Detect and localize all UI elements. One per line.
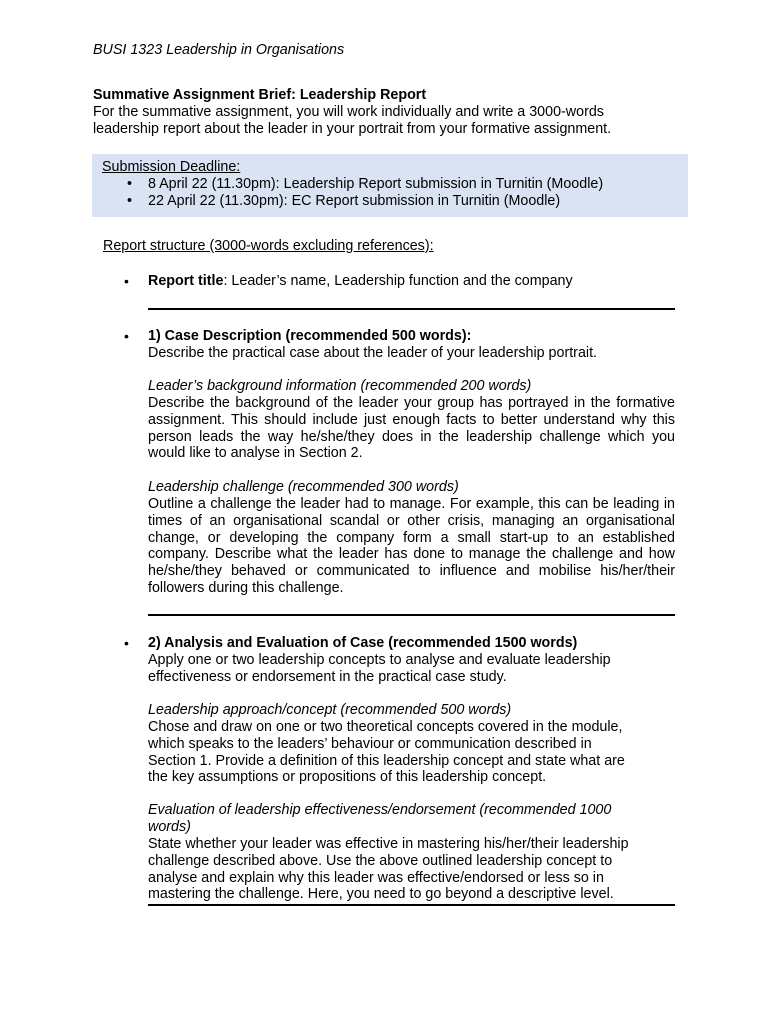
divider: [148, 904, 675, 906]
deadline-item: 22 April 22 (11.30pm): EC Report submission in Turnitin (Moodle): [148, 193, 561, 209]
course-title: BUSI 1323 Leadership in Organisations: [93, 42, 345, 58]
section2-heading-text: 2) Analysis and Evaluation of Case (recommended 1500 words): [148, 635, 578, 651]
section2-sub1-body: [148, 719, 675, 786]
section1-sub1-body: Describe the background of the leader your group has portrayed in the formative assignment. This should include just enough facts to better understand why this person leads the way he/she/they does in the leadership challenge which you would like to analyse in Section 2.: [148, 395, 675, 462]
section2-sub1-line: the key assumptions or propositions of this leadership concept.: [148, 769, 547, 786]
section2-sub2-body: [148, 836, 675, 903]
section1-heading-text: 1) Case Description (recommended 500 words):: [148, 328, 472, 344]
section1-heading: [148, 328, 675, 345]
section2-sub2-line: mastering the challenge. Here, you need to go beyond a descriptive level.: [148, 886, 614, 903]
section2-sub1-line: Chose and draw on one or two theoretical concepts covered in the module,: [148, 719, 623, 735]
section2-sub2-line: challenge described above. Use the above outlined leadership concept to: [148, 852, 613, 869]
section2-sub2-line: State whether your leader was effective in mastering his/her/their leadership: [148, 836, 629, 852]
section2-intro: [148, 652, 675, 686]
divider: [148, 308, 675, 310]
section2-intro-line: Apply one or two leadership concepts to analyse and evaluate leadership: [148, 652, 611, 668]
section1-sub1-title-text: Leader’s background information (recommended 200 words): [148, 378, 532, 394]
section2-heading: [148, 635, 675, 652]
deadline-title: Submission Deadline:: [102, 159, 241, 175]
deadline-item: 8 April 22 (11.30pm): Leadership Report submission in Turnitin (Moodle): [148, 176, 604, 192]
bullet-icon: •: [124, 635, 129, 651]
section2-sub1-title-text: Leadership approach/concept (recommended 500 words): [148, 702, 512, 718]
section1-sub2-body: Outline a challenge the leader had to manage. For example, this can be leading in times of an organisational scandal or other crisis, managing an organisational change, or developing the company form a small start-up to an established company. Describe what the leader has done to manage the challenge and how he/she/they behaved or communicated to influence and mobilise his/her/their followers during this challenge.: [148, 496, 675, 596]
section2-sub1-line: which speaks to the leaders’ behaviour or communication described in: [148, 735, 592, 752]
divider: [148, 614, 675, 616]
report-title-text: : Leader’s name, Leadership function and the company: [223, 273, 573, 289]
structure-heading: Report structure (3000-words excluding references):: [103, 238, 434, 254]
section2-sub2-title-line: words): [148, 818, 191, 835]
section2-intro-line: effectiveness or endorsement in the practical case study.: [148, 668, 507, 685]
section1-sub1-title: [148, 378, 675, 395]
brief-title: Summative Assignment Brief: Leadership Report: [93, 87, 427, 103]
bullet-icon: •: [124, 328, 129, 344]
deadline-box: [92, 154, 688, 217]
brief-intro-line: For the summative assignment, you will work individually and write a 3000-words: [93, 104, 604, 120]
section2-sub2-title: [148, 802, 675, 836]
section2-sub1-line: Section 1. Provide a definition of this leadership concept and state what are: [148, 752, 625, 769]
brief-intro-line: leadership report about the leader in your portrait from your formative assignment.: [93, 120, 612, 137]
brief-intro: [93, 104, 683, 138]
report-title-label: Report title: [148, 273, 224, 289]
report-title-item: [148, 273, 675, 290]
section2-sub2-line: analyse and explain why this leader was effective/endorsed or less so in: [148, 869, 604, 886]
section2-sub2-title-line: Evaluation of leadership effectiveness/endorsement (recommended 1000: [148, 802, 612, 818]
bullet-icon: •: [127, 193, 133, 209]
bullet-icon: •: [124, 273, 129, 289]
section1-sub2-title: [148, 479, 675, 496]
section1-sub2-title-text: Leadership challenge (recommended 300 words): [148, 479, 459, 495]
section2-sub1-title: [148, 702, 675, 719]
section1-intro: Describe the practical case about the leader of your leadership portrait.: [148, 345, 598, 361]
bullet-icon: •: [127, 176, 133, 192]
